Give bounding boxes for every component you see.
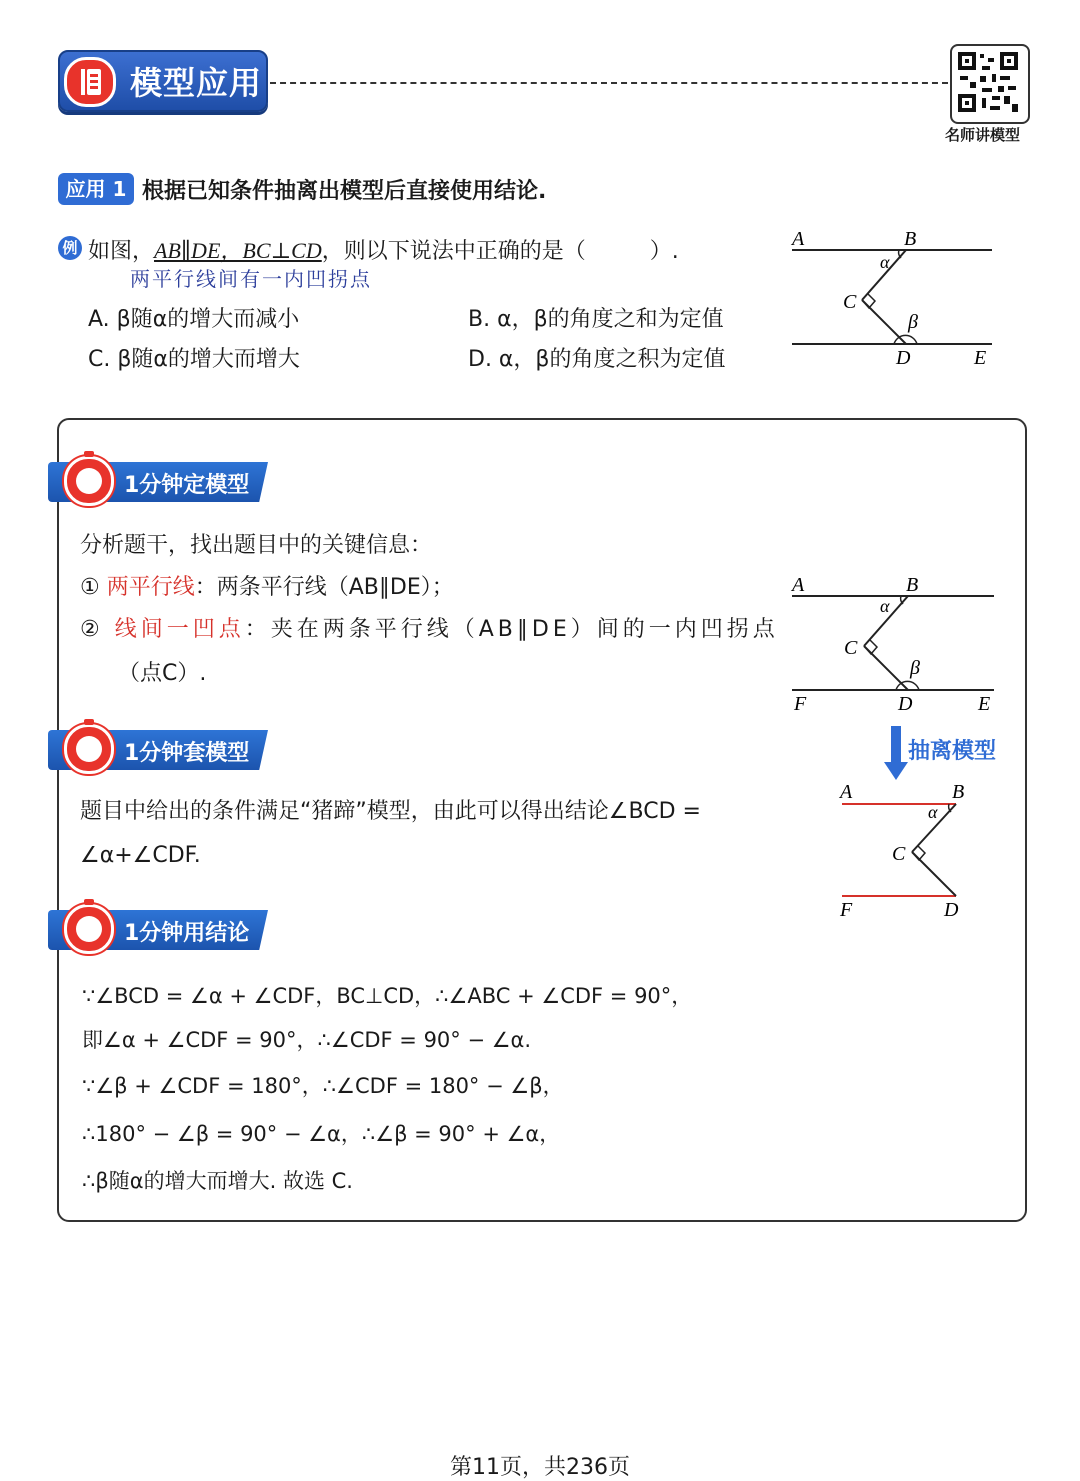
label-A: A <box>792 228 805 250</box>
section-2-line-1: 题目中给出的条件满足“猪蹄”模型，由此可以得出结论∠BCD = <box>80 799 701 824</box>
label-A: A <box>840 781 853 803</box>
label-E: E <box>974 347 987 369</box>
qr-caption: 名师讲模型 <box>945 126 1021 144</box>
section-tab-2 <box>48 724 270 774</box>
key-concave-point: 线间一凹点 <box>114 617 245 642</box>
label-B: B <box>904 228 917 250</box>
stopwatch-icon <box>64 456 114 506</box>
page-number: 第11页，共236页 <box>450 1455 630 1480</box>
stopwatch-icon <box>64 724 114 774</box>
label-F: F <box>794 693 807 715</box>
option-a[interactable]: A. β随α的增大而减小 <box>88 307 300 332</box>
label-A: A <box>792 574 805 596</box>
proof-line-4: ∴180° − ∠β = 90° − ∠α，∴∠β = 90° + ∠α， <box>82 1122 561 1146</box>
label-alpha: α <box>880 252 890 272</box>
label-D: D <box>898 693 913 715</box>
section-tab-1 <box>48 456 270 506</box>
label-D: D <box>896 347 911 369</box>
question-prefix: 如图， <box>88 239 155 264</box>
question-condition: AB∥DE，BC⊥CD <box>154 238 322 263</box>
section-banner <box>58 50 268 112</box>
section-1-item-1: ① 两平行线：两条平行线（AB∥DE）； <box>80 575 454 600</box>
label-C: C <box>844 637 858 659</box>
question-end: ）. <box>649 239 679 264</box>
extract-model-label: 抽离模型 <box>908 739 997 764</box>
example-badge: 例 <box>58 236 82 260</box>
label-B: B <box>906 574 919 596</box>
label-C: C <box>843 291 857 313</box>
label-E: E <box>978 693 991 715</box>
label-alpha: α <box>928 802 938 822</box>
section-2-title: 1分钟套模型 <box>124 741 250 766</box>
figure-2 <box>782 568 1012 728</box>
option-c[interactable]: C. β随α的增大而增大 <box>88 347 300 372</box>
figure-1 <box>780 222 1010 382</box>
proof-line-5: ∴β随α的增大而增大. 故选 C. <box>82 1169 353 1193</box>
proof-line-2: 即∠α + ∠CDF = 90°，∴∠CDF = 90° − ∠α. <box>82 1028 532 1052</box>
section-1-item-2-cont: （点C）. <box>118 661 207 686</box>
section-tab-3 <box>48 904 270 954</box>
label-beta: β <box>908 311 918 333</box>
document-icon <box>64 57 116 107</box>
section-3-title: 1分钟用结论 <box>124 921 250 946</box>
label-C: C <box>892 843 906 865</box>
proof-line-1: ∵∠BCD = ∠α + ∠CDF，BC⊥CD，∴∠ABC + ∠CDF = 90°， <box>82 984 693 1008</box>
option-b[interactable]: B. α，β的角度之和为定值 <box>468 307 724 332</box>
handwritten-note: 两平行线间有一内凹拐点 <box>130 267 372 291</box>
stopwatch-icon <box>64 904 114 954</box>
section-1-item-2: ② 线间一凹点：夹在两条平行线（AB∥DE）间的一内凹拐点 <box>80 617 779 642</box>
proof-line-3: ∵∠β + ∠CDF = 180°，∴∠CDF = 180° − ∠β， <box>82 1074 564 1098</box>
label-B: B <box>952 781 965 803</box>
label-F: F <box>840 899 853 921</box>
question-suffix: ，则以下说法中正确的是（ <box>321 239 586 264</box>
banner-title: 模型应用 <box>130 64 263 102</box>
qr-code-icon[interactable] <box>950 44 1030 124</box>
figure-3 <box>832 776 972 926</box>
section-1-title: 1分钟定模型 <box>124 473 250 498</box>
label-D: D <box>944 899 959 921</box>
section-1-intro: 分析题干，找出题目中的关键信息： <box>80 533 433 558</box>
label-alpha: α <box>880 596 890 616</box>
option-d[interactable]: D. α，β的角度之积为定值 <box>468 347 726 372</box>
application-description: 根据已知条件抽离出模型后直接使用结论. <box>142 179 547 204</box>
example-question <box>88 234 679 265</box>
divider <box>270 82 948 84</box>
label-beta: β <box>910 657 920 679</box>
key-parallel-lines: 两平行线 <box>106 575 195 600</box>
application-tag: 应用 1 <box>58 173 134 205</box>
section-2-line-2: ∠α+∠CDF. <box>80 843 201 868</box>
down-arrow-icon <box>884 726 908 780</box>
